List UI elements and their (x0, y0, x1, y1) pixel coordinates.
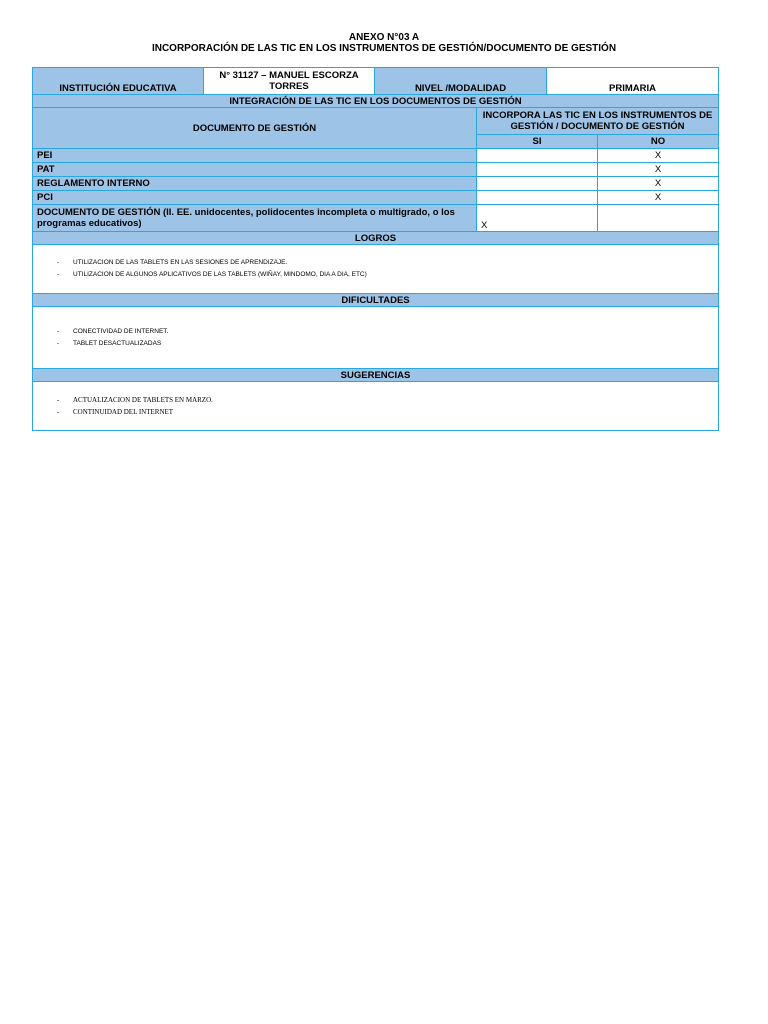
list-item: - CONTINUIDAD DEL INTERNET (57, 406, 714, 418)
document-name-pei: PEI (33, 149, 477, 163)
table-row (33, 177, 719, 191)
si-cell (477, 177, 598, 191)
document-name-pci: PCI (33, 191, 477, 205)
si-cell (477, 191, 598, 205)
list-item: - ACTUALIZACION DE TABLETS EN MARZO. (57, 394, 714, 406)
list-item: - UTILIZACION DE ALGUNOS APLICATIVOS DE LAS TABLETS (WIÑAY, MINDOMO, DIA A DIA, ETC) (57, 269, 714, 281)
document-title: INCORPORACIÓN DE LAS TIC EN LOS INSTRUMENTOS DE GESTIÓN/DOCUMENTO DE GESTIÓN (151, 43, 617, 54)
institution-value-line2: TORRES (269, 81, 309, 92)
list-item: - UTILIZACION DE LAS TABLETS EN LAS SESIONES DE APRENDIZAJE. (57, 257, 714, 269)
logros-content (33, 245, 719, 294)
no-cell: X (598, 177, 719, 191)
incorpora-column-header (477, 108, 719, 135)
integration-section-title: INTEGRACIÓN DE LAS TIC EN LOS DOCUMENTOS DE GESTIÓN (33, 95, 719, 108)
incorpora-header-line2: GESTIÓN / DOCUMENTO DE GESTIÓN (510, 121, 685, 132)
table-row (33, 205, 719, 232)
si-cell: X (477, 205, 598, 232)
no-cell: X (598, 163, 719, 177)
document-name-gestion (33, 205, 477, 232)
no-cell: X (598, 191, 719, 205)
dificultades-section-title: DIFICULTADES (33, 294, 719, 307)
institution-label: INSTITUCIÓN EDUCATIVA (33, 68, 204, 95)
no-cell (598, 205, 719, 232)
level-label: NIVEL /MODALIDAD (375, 68, 547, 95)
table-row (33, 191, 719, 205)
institution-value-line1: N° 31127 – MANUEL ESCORZA (219, 70, 359, 81)
si-cell (477, 163, 598, 177)
table-row (33, 163, 719, 177)
si-column-header: SI (477, 135, 598, 149)
no-cell: X (598, 149, 719, 163)
logros-section-title: LOGROS (33, 232, 719, 245)
dificultades-content (33, 307, 719, 369)
list-item: - TABLET DESACTUALIZADAS (57, 338, 714, 350)
sugerencias-section-title: SUGERENCIAS (33, 369, 719, 382)
institution-row (33, 68, 719, 95)
document-name-reglamento: REGLAMENTO INTERNO (33, 177, 477, 191)
management-form-table (32, 67, 719, 431)
document-column-header: DOCUMENTO DE GESTIÓN (33, 108, 477, 149)
sugerencias-content (33, 382, 719, 431)
institution-value (204, 68, 375, 95)
document-gestion-line2: programas educativos) (37, 218, 142, 229)
document-name-pat: PAT (33, 163, 477, 177)
incorpora-header-line1: INCORPORA LAS TIC EN LOS INSTRUMENTOS DE (482, 110, 713, 121)
no-column-header: NO (598, 135, 719, 149)
level-value: PRIMARIA (547, 68, 719, 95)
document-gestion-line1: DOCUMENTO DE GESTIÓN (II. EE. unidocentes, polidocentes incompleta o multigrado, o los (37, 207, 455, 218)
annex-number: ANEXO N°03 A (348, 32, 420, 43)
table-row (33, 149, 719, 163)
list-item: - CONECTIVIDAD DE INTERNET. (57, 326, 714, 338)
si-cell (477, 149, 598, 163)
